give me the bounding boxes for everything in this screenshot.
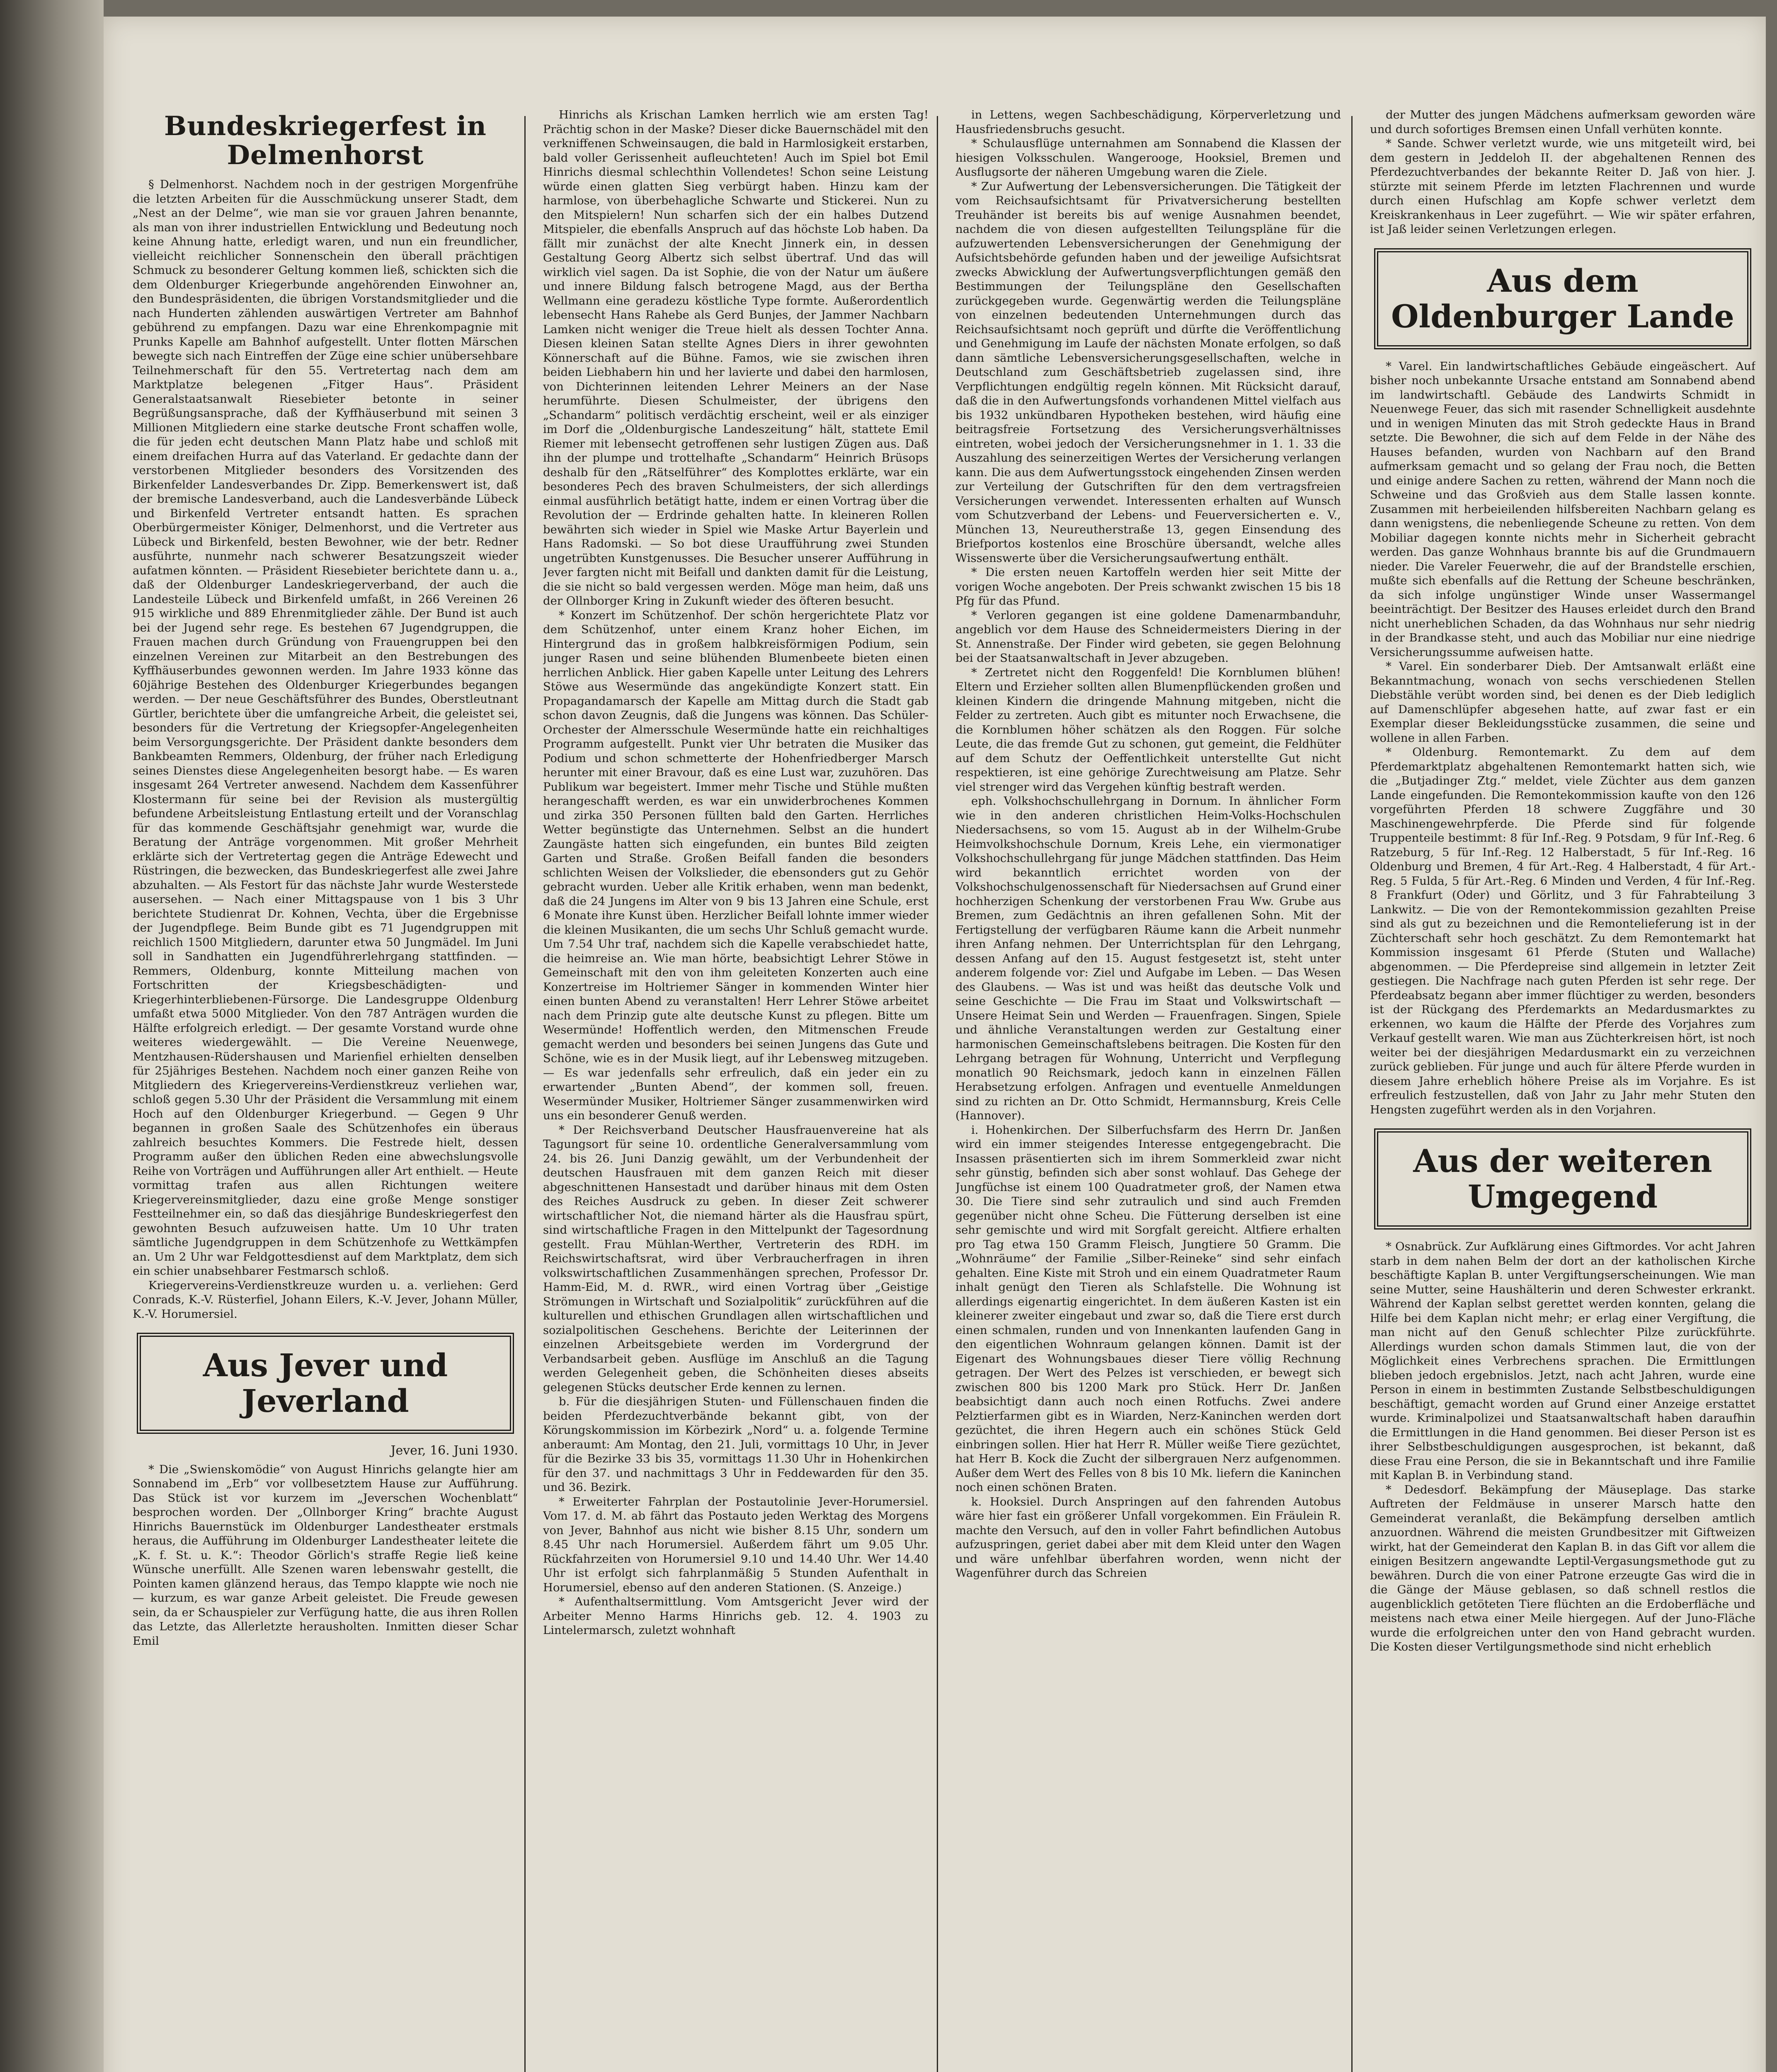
- section-header-oldenburger-lande: Aus dem Oldenburger Lande: [1374, 248, 1751, 349]
- article-text: * Osnabrück. Zur Aufklärung eines Giftmordes. Vor acht Jahren starb in dem nahen Belm der dort an der katholischen Kirche beschäftigte Kaplan B. unter Vergiftungserscheinungen. Wie man seine Mutter, seine Haushälterin und deren Schwester erkrankt. Während der Kaplan selbst gerettet werden konnten, gelang die Hilfe bei dem Kaplan nicht mehr; er erlag einer Vergiftung, die man nicht auf den Genuß schlechter Pilze zurückführte. Allerdings wurden schon damals Stimmen laut, die von der Möglichkeit eines Verbrechens sprachen. Die Ermittlungen blieben jedoch ergebnislos. Jetzt, nach acht Jahren, wurde eine Person in einem in bestimmten Zustande Selbstbeschuldigungen beschäftigt, gemacht worden auf Grund einer Anzeige erstattet wurde. Kriminalpolizei und Staatsanwaltschaft haben daraufhin die Ermittlungen in die Hand genommen. Bei dieser Person ist es ihrer Selbstbeschuldigungen ausgesprochen, ist bekannt, daß diese Frau eine Person, die sie in Bekanntschaft und ihre Familie mit Kaplan B. in Verbindung stand.: [1370, 1240, 1755, 1482]
- article-text: * Schulausflüge unternahmen am Sonnabend die Klassen der hiesigen Volksschulen. Wangerooge, Hooksiel, Bremen und Ausflugsorte der näheren Umgebung waren die Ziele.: [955, 137, 1341, 179]
- article-text: * Varel. Ein landwirtschaftliches Gebäude eingeäschert. Auf bisher noch unbekannte Ursache entstand am Sonnabend abend im landwirtschaftl. Gebäude des Landwirts Schmidt in Neuenwege Feuer, das sich mit rasender Schnelligkeit ausdehnte und in wenigen Minuten das mit Stroh gedeckte Haus in Brand setzte. Die Bewohner, die sich auf dem Felde in der Nähe des Hauses befanden, wurden von Nachbarn auf den Brand aufmerksam gemacht und so gelang der Frau noch, die Betten und einige andere Sachen zu retten, während der Mann noch die Schweine und das Großvieh aus dem Stalle lassen konnte. Zusammen mit herbeieilenden hilfsbereiten Nachbarn gelang es dann wenigstens, die nebenliegende Scheune zu retten. Von dem Mobiliar dagegen konnte nichts mehr in Sicherheit gebracht werden. Das ganze Wohnhaus brannte bis auf die Grundmauern nieder. Die Vareler Feuerwehr, die auf der Brandstelle erschien, mußte sich ebenfalls auf die Rettung der Scheune beschränken, da sich infolge ungünstiger Winde unser Wassermangel beeinträchtigt. Der Besitzer des Hauses erleidet durch den Brand nicht unerheblichen Schaden, da das Wohnhaus nur sehr niedrig in der Brandkasse steht, und auch das Mobiliar nur eine niedrige Versicherungssumme aufweisen hatte.: [1370, 359, 1755, 659]
- section-header-jever: Aus Jever und Jeverland: [137, 1333, 514, 1434]
- article-text: Hinrichs als Krischan Lamken herrlich wie am ersten Tag! Prächtig schon in der Maske? Dieser dicke Bauernschädel mit den verkniffenen Schweinsaugen, die bald in Harmlosigkeit erstarben, bald voller Gerissenheit aufleuchteten! Auch im Spiel bot Emil Hinrichs diesmal schlechthin Vollendetes! Schon seine Leistung würde einen glatten Sieg verbürgt haben. Hinzu kam der harmlose, von überbehagliche Schwarte und Stickerei. Nun zu den Mitspielern! Nun scharfen sich der ein halbes Dutzend Mitspieler, die ebenfalls Anspruch auf das höchste Lob haben. Da fällt mir zunächst der alte Knecht Jinnerk ein, in dessen Gestaltung Georg Albertz sich selbst übertraf. Und das will wirklich viel sagen. Da ist Sophie, die von der Natur um äußere und innere Bildung falsch betrogene Magd, aus der Bertha Wellmann eine geradezu köstliche Type formte. Außerordentlich lebensecht Hans Rahebe als Gerd Bunjes, der Jammer Nachbarn Lamken nicht weniger die Treue hielt als dessen Tochter Anna. Diesen kleinen Satan stellte Agnes Diers in ihrer gewohnten Könnerschaft auf die Bühne. Famos, wie sie zwischen ihren beiden Liebhabern hin und her lavierte und dabei den harmlosen, von Dichterinnen leitenden Lehrer Meiners an der Nase herumführte. Diesen Schulmeister, der übrigens den „Schandarm“ politisch verdächtig erscheint, weil er als einziger im Dorf die „Oldenburgische Landeszeitung“ hält, stattete Emil Riemer mit lebensecht getroffenen sehr lustigen Zügen aus. Daß ihn der plumpe und trottelhafte „Schandarm“ Heinrich Brüsops deshalb für den „Rätselführer“ des Komplottes erklärte, war ein besonderes Pech des braven Schulmeisters, der sich allerdings einmal ausführlich betätigt hatte, indem er einen Vortrag über die Revolution der — Erdrinde gehalten hatte. In kleineren Rollen bewährten sich wieder in Spiel wie Maske Artur Bayerlein und Hans Radomski. — So bot diese Uraufführung zwei Stunden ungetrübten Kunstgenusses. Die Besucher unserer Aufführung in Jever fargten nicht mit Beifall und dankten damit für die Leistung, die sie nicht so bald vergessen werden. Möge man heim, daß uns der Ollnborger Kring in Zukunft wieder des öfteren besucht.: [543, 108, 929, 608]
- article-text: § Delmenhorst. Nachdem noch in der gestrigen Morgenfrühe die letzten Arbeiten für die Ausschmückung unserer Stadt, dem „Nest an der Delme“, wie man sie vor grauen Jahren benannte, als man von ihrer industriellen Entwicklung und Bedeutung noch keine Ahnung hatte, erledigt waren, und nun ein freundlicher, vielleicht reichlicher Sonnenschein den überall prächtigen Schmuck zu besonderer Geltung kommen ließ, schickten sich die dem Oldenburger Kriegerbunde angehörenden Einwohner an, den Bundespräsidenten, die übrigen Vorstandsmitglieder und die nach Hunderten zählenden auswärtigen Vertreter am Bahnhof gebührend zu empfangen. Dazu war eine Ehrenkompagnie mit Prunks Kapelle am Bahnhof aufgestellt. Unter flotten Märschen bewegte sich nach Eintreffen der Züge eine schier unübersehbare Teilnehmerschaft für den 55. Vertretertag nach dem am Marktplatze belegenen „Fitger Haus“. Präsident Generalstaatsanwalt Riesebieter betonte in seiner Begrüßungsansprache, daß der Kyffhäuserbund mit seinen 3 Millionen Mitgliedern eine starke deutsche Front schaffen wolle, die für jeden echt deutschen Mann Platz habe und schloß mit einem dreifachen Hurra auf das Vaterland. Er gedachte dann der verstorbenen Mitglieder besonders des Vorsitzenden des Birkenfelder Landesverbandes Dr. Zipp. Bemerkenswert ist, daß der bremische Landesverband, auch die Landesverbände Lübeck und Birkenfeld Vertreter entsandt hatten. Es sprachen Oberbürgermeister Königer, Delmenhorst, und die Vertreter aus Lübeck und Birkenfeld, besten Bewohner, wie der betr. Redner ausführte, nunmehr nach schwerer Besatzungszeit wieder aufatmen könnten. — Präsident Riesebieter berichtete dann u. a., daß der Oldenburger Landeskriegerverband, der auch die Landesteile Lübeck und Birkenfeld umfaßt, in 266 Vereinen 26 915 wirkliche und 889 Ehrenmitglieder zähle. Der Bund ist auch bei der Jugend sehr rege. Es bestehen 67 Jugendgruppen, die Frauen machen durch Gründung von Frauengruppen bei den einzelnen Vereinen zur Mitarbeit an den Bestrebungen des Kyffhäuserbundes gewonnen werden. Im Jahre 1933 könne das 60jährige Bestehen des Oldenburger Kriegerbundes begangen werden. — Der neue Geschäftsführer des Bundes, Oberstleutnant Gürtler, berichtete über die umfangreiche Arbeit, die geleistet sei, besonders für die Vertretung der Kriegsopfer-Angelegenheiten beim Versorgungsgerichte. Der Präsident dankte besonders dem Bankbeamten Remmers, Oldenburg, der früher nach Erledigung seines Dienstes diese Angelegenheiten besorgt habe. — Es waren insgesamt 264 Vertreter anwesend. Nachdem dem Kassenführer Klostermann für seine bei der Revision als mustergültig befundene Arbeitsleistung Entlastung erteilt und der Voranschlag für das kommende Geschäftsjahr genehmigt war, wurde die Beratung der Anträge vorgenommen. Mit großer Mehrheit erklärte sich der Vertretertag gegen die Anträge Edewecht und Rüstringen, die bezwecken, das Bundeskriegerfest alle zwei Jahre abzuhalten. — Als Festort für das nächste Jahr wurde Westerstede ausersehen. — Nach einer Mittagspause von 1 bis 3 Uhr berichtete Studienrat Dr. Kohnen, Vechta, über die Ergebnisse der Jugendpflege. Beim Bunde gibt es 71 Jugendgruppen mit reichlich 1500 Mitgliedern, darunter etwa 50 Jungmädel. Im Juni soll in Sandhatten ein Jugendführerlehrgang stattfinden. — Remmers, Oldenburg, konnte Mitteilung machen von Fortschritten der Kriegsbeschädigten- und Kriegerhinterbliebenen-Fürsorge. Die Landesgruppe Oldenburg umfaßt etwa 5000 Mitglieder. Von den 787 Anträgen wurden die Hälfte erfolgreich erledigt. — Der gesamte Vorstand wurde ohne weiteres wiedergewählt. — Die Vereine Neuenwege, Mentzhausen-Rüdershausen und Marienfiel erhielten denselben für 25jähriges Bestehen. Nachdem noch einer ganzen Reihe von Mitgliedern des Kriegervereins-Verdienstkreuz verliehen war, schloß gegen 5.30 Uhr der Präsident die Versammlung mit einem Hoch auf den Oldenburger Kriegerbund. — Gegen 9 Uhr begannen in großen Saale des Schützenhofes ein überaus zahlreich besuchtes Kommers. Die Festrede hielt, dessen Programm außer den üblichen Reden eine abwechslungsvolle Reihe von Vorträgen und Aufführungen aller Art enthielt. — Heute vormittag trafen aus allen Richtungen weitere Kriegervereinsmitglieder, dazu eine große Menge sonstiger Festteilnehmer ein, so daß das diesjährige Bundeskriegerfest den gewohnten Besuch aufzuweisen hatte. Um 10 Uhr traten sämtliche Jugendgruppen in dem Schützenhofe zu Wettkämpfen an. Um 2 Uhr war Feldgottesdienst auf dem Marktplatz, dem sich ein schier unabsehbarer Festmarsch schloß.: [133, 178, 518, 1278]
- headline-bundeskriegerfest: Bundeskriegerfest in Delmenhorst: [164, 111, 487, 171]
- article-text: k. Hooksiel. Durch Anspringen auf den fahrenden Autobus wäre hier fast ein größerer Unfall vorgekommen. Ein Fräulein R. machte den Versuch, auf den in voller Fahrt befindlichen Autobus aufzuspringen, geriet dabei aber mit dem Kleid unter den Wagen und wäre unfehlbar überfahren worden, wenn nicht der Wagenführer durch das Schreien: [955, 1495, 1341, 1580]
- article-text: eph. Volkshochschullehrgang in Dornum. In ähnlicher Form wie in den anderen christlichen Heim-Volks-Hochschulen Niedersachsens, so vom 15. August ab in der Wilhelm-Grube Heimvolkshochschule Dornum, Kreis Lehe, ein viermonatiger Volkshochschullehrgang für junge Mädchen stattfinden. Das Heim wird bekanntlich errichtet worden von der Volkshochschulgenossenschaft für Niedersachsen auf Grund einer hochherzigen Schenkung der verstorbenen Frau Ww. Grube aus Bremen, zum Gedächtnis an ihren gefallenen Sohn. Mit der Fertigstellung der verfügbaren Räume kann die Arbeit nunmehr ihren Anfang nehmen. Der Unterrichtsplan für den Lehrgang, dessen Anfang auf den 15. August festgesetzt ist, steht unter anderem folgende vor: Ziel und Aufgabe im Leben. — Das Wesen des Glaubens. — Was ist und was heißt das deutsche Volk und seine Geschichte — Die Frau im Staat und Volkswirtschaft — Unsere Heimat Sein und Werden — Frauenfragen. Singen, Spiele und ähnliche Veranstaltungen werden zur Gestaltung einer harmonischen Gemeinschaftslebens beitragen. Die Kosten für den Lehrgang betragen für Wohnung, Unterricht und Verpflegung monatlich 90 Reichsmark, jedoch kann in einzelnen Fällen Herabsetzung erfolgen. Anfragen und eventuelle Anmeldungen sind zu richten an Dr. Otto Schmidt, Hermannsburg, Kreis Celle (Hannover).: [955, 794, 1341, 1122]
- article-text: i. Hohenkirchen. Der Silberfuchsfarm des Herrn Dr. Janßen wird ein immer steigendes Interesse entgegengebracht. Die Insassen präsentierten sich im ihrem Sommerkleid zwar nicht sehr günstig, befinden sich aber sonst wohlauf. Das Gehege der Jungfüchse ist einem 100 Quadratmeter groß, der Namen etwa 30. Die Tiere sind sehr zutraulich und sind auch Fremden gegenüber nicht ohne Scheu. Die Fütterung derselben ist eine sehr gemischte und wird mit Sorgfalt gereicht. Altfiere erhalten pro Tag etwa 150 Gramm Fleisch, Jungtiere 50 Gramm. Die „Wohnräume“ der Familie „Silber-Reineke“ sind sehr einfach gehalten. Eine Kiste mit Stroh und ein einem Quadratmeter Raum inhalt genügt den Tieren als Schlafstelle. Die Wohnung ist allerdings eigenartig eingerichtet. In dem äußeren Kasten ist ein kleinerer zweiter eingebaut und zwar so, daß die Tiere erst durch einen schmalen, runden und von Innenkanten laufenden Gang in den eigentlichen Wohnraum gelangen können. Damit ist der Eigenart des Wohnungsbaues dieser Tiere völlig Rechnung getragen. Der Wert des Pelzes ist verschieden, er bewegt sich zwischen 800 bis 1200 Mark pro Stück. Herr Dr. Janßen beabsichtigt dann auch noch einen Rotfuchs. Zwei andere Pelztierfarmen gibt es in Wiarden, Nerz-Kaninchen werden dort gezüchtet, die ihren Hegern auch ein schönes Stück Geld einbringen sollen. Hier hat Herr R. Müller weiße Tiere gezüchtet, hat Herr B. Kock die Zucht der silbergrauen Nerz aufgenommen. Außer dem Wert des Felles von 8 bis 10 Mk. liefern die Kaninchen noch einen schönen Braten.: [955, 1123, 1341, 1494]
- column-rule: [1351, 116, 1353, 2072]
- column-3: [955, 108, 1341, 2072]
- article-text: * Erweiterter Fahrplan der Postautolinie Jever-Horumersiel. Vom 17. d. M. ab fährt das Postauto jeden Werktag des Morgens von Jever, Bahnhof aus nicht wie bisher 8.15 Uhr, sondern um 8.45 Uhr nach Horumersiel. Außerdem fährt um 9.05 Uhr. Rückfahrzeiten von Horumersiel 9.10 und 14.40 Uhr. Wer 14.40 Uhr ist erfolgt sich fahrplanmäßig 5 Stunden Aufenthalt in Horumersiel, ebenso auf den anderen Stationen. (S. Anzeige.): [543, 1495, 929, 1594]
- book-binding-edge: [0, 0, 104, 2072]
- column-4: [1370, 108, 1755, 2072]
- article-text: * Die „Swienskomödie“ von August Hinrichs gelangte hier am Sonnabend im „Erb“ vor vollbesetztem Hause zur Aufführung. Das Stück ist vor kurzem im „Jeverschen Wochenblatt“ besprochen worden. Der „Ollnborger Kring“ brachte August Hinrichs Bauernstück im Oldenburger Landestheater erstmals heraus, die Aufführung im Oldenburger Landestheater leitete die „K. f. St. u. K.“: Theodor Görlich's straffe Regie ließ keine Wünsche unerfüllt. Alle Szenen waren lebenswahr gestellt, die Pointen kamen glänzend heraus, das Tempo klappte wie noch nie — kurzum, es war ganze Arbeit geleistet. Die Freude gewesen sein, da er Schauspieler zur Verfügung hatte, die aus ihren Rollen das Letzte, das Allerletzte herausholten. Inmitten dieser Schar Emil: [133, 1462, 518, 1648]
- column-2: [543, 108, 929, 2072]
- article-text: * Oldenburg. Remontemarkt. Zu dem auf dem Pferdemarktplatz abgehaltenen Remontemarkt hatten sich, wie die „Butjadinger Ztg.“ meldet, viele Züchter aus dem ganzen Lande eingefunden. Die Remontekommission kaufte von den 126 vorgeführten Pferden 18 schwere Zuggfähre und 30 Maschinengewehrpferde. Die Pferde sind für folgende Truppenteile bestimmt: 8 für Inf.-Reg. 9 Potsdam, 9 für Inf.-Reg. 6 Ratzeburg, 5 für Inf.-Reg. 12 Halberstadt, 5 für Inf.-Reg. 16 Oldenburg und Bremen, 4 für Art.-Reg. 4 Halberstadt, 4 für Art.-Reg. 5 Fulda, 5 für Art.-Reg. 6 Minden und Verden, 4 für Inf.-Reg. 8 Frankfurt (Oder) und Görlitz, und 3 für Fahrabteilung 3 Lankwitz. — Die von der Remontekommission gezahlten Preise sind als gut zu bezeichnen und die Remontelieferung ist in der Züchterschaft sehr hoch geschätzt. Zu dem Remontemarkt hat Kommission insgesamt 61 Pferde (Stuten und Wallache) abgenommen. — Die Pferdepreise sind allgemein in letzter Zeit gestiegen. Die Nachfrage nach guten Pferden ist sehr rege. Der Pferdeabsatz begann aber immer flüchtiger zu werden, besonders ist der Rückgang des Pferdemarkts an Medardusmarktes zu erkennen, wo kaum die Hälfte der Pferde des Vorjahres zum Verkauf gestellt waren. Wie man aus Züchterkreisen hört, ist noch weiter bei der diesjährigen Medardusmarkt ein zu verzeichnen zurück geblieben. Für junge und auch für ältere Pferde wurden in diesem Jahre erheblich höhere Preise als im Vorjahre. Es ist erfreulich festzustellen, daß von Jahr zu Jahr mehr Stuten den Hengsten zugeführt werden als in den Vorjahren.: [1370, 746, 1755, 1116]
- section-header-weiteren-umgegend: Aus der weiteren Umgegend: [1374, 1128, 1751, 1230]
- article-text: * Verloren gegangen ist eine goldene Damenarmbanduhr, angeblich vor dem Hause des Schneidermeisters Diering in der St. Annenstraße. Der Finder wird gebeten, sie gegen Belohnung bei der Staatsanwaltschaft in Jever abzugeben.: [955, 608, 1341, 665]
- column-rule: [937, 116, 938, 2072]
- dateline: Jever, 16. Juni 1930.: [390, 1443, 518, 1458]
- article-text: * Zur Aufwertung der Lebensversicherungen. Die Tätigkeit der vom Reichsaufsichtsamt für Privatversicherung bestellten Treuhänder ist bereits bis auf wenige Ausnahmen beendet, nachdem die von diesen aufgestellten Teilungspläne für die aufzuwertenden Lebensversicherungen der Genehmigung der Aufsichtsbehörde gefunden haben und der jeweilige Aufsichtsrat zwecks Abwicklung der Aufwertungsverpflichtungen gemäß den Bestimmungen der Teilungspläne den Gesellschaften zurückgegeben wurde. Gegenwärtig werden die Teilungspläne von einzelnen bedeutenden Unternehmungen durch das Reichsaufsichtsamt noch geprüft und dürfte die Veröffentlichung und Genehmigung im Laufe der nächsten Monate erfolgen, so daß dann sämtliche Lebensversicherungsgesellschaften, welche in Deutschland zum Geschäftsbetrieb zugelassen sind, ihre Verpflichtungen endgültig regeln können. Mit Rücksicht darauf, daß die in den Aufwertungsfonds vorhandenen Mittel vielfach aus bis 1932 unkündbaren Hypotheken bestehen, wird häufig eine beitragsfreie Fortsetzung des Versicherungsverhältnisses eintreten, wobei jedoch der Versicherungsnehmer in 1. 1. 33 die Auszahlung des seinerzeitigen Wertes der Versicherung verlangen kann. Die aus dem Aufwertungsstock eingehenden Zinsen werden zur Verteilung der Gutschriften für den dem vertragsfreien Versicherungen verwendet. Interessenten erhalten auf Wunsch vom Schutzverband der Lebens- und Feuerversicherten e. V., München 13, Neureutherstraße 13, gegen Einsendung des Briefportos kostenlos eine Broschüre übersandt, welche alles Wissenswerte über die Versicherungsaufwertung enthält.: [955, 179, 1341, 565]
- article-text: * Der Reichsverband Deutscher Hausfrauenvereine hat als Tagungsort für seine 10. ordentliche Generalversammlung vom 24. bis 26. Juni Danzig gewählt, um der Verbundenheit der deutschen Hausfrauen mit dem ganzen Reich mit dieser abgeschnittenen Hansestadt und darüber hinaus mit dem Osten des Reiches Ausdruck zu geben. In dieser Zeit schwerer wirtschaftlicher Not, die niemand härter als die Hausfrau spürt, sind wirtschaftliche Fragen in den Mittelpunkt der Tagesordnung gestellt. Frau Mühlan-Werther, Vertreterin des RDH. im Reichswirtschaftsrat, wird über Verbraucherfragen in ihren volkswirtschaftlichen Zusammenhängen sprechen, Professor Dr. Hamm-Eid, M. d. RWR., wird einen Vortrag über „Geistige Strömungen in Wirtschaft und Sozialpolitik“ zurückführen auf die kulturellen und ethischen Grundlagen allen wirtschaftlichen und sozialpolitischen Geschehens. Berichte der Leiterinnen der einzelnen Arbeitsgebiete werden im Vordergrund der Verbandsarbeit geben. Ausflüge im Anschluß an die Tagung werden Gelegenheit geben, die Schönheiten dieses abseits gelegenen Stücks deutscher Erde kennen zu lernen.: [543, 1123, 929, 1394]
- article-text: * Dedesdorf. Bekämpfung der Mäuseplage. Das starke Auftreten der Feldmäuse in unserer Marsch hatte den Gemeinderat veranlaßt, die Bekämpfung derselben amtlich anzuordnen. Während die meisten Grundbesitzer mit Giftweizen wirkt, hat der Gemeinderat den Kaplan B. in das Gift vor allem die einigen Besitzern angewandte Leptil-Vergasungsmethode gut zu bewähren. Durch die von einer Patrone erzeugte Gas wird die in die Gänge der Mäuse geblasen, so daß schnell restlos die augenblicklich getöteten Tiere flüchten an die Erdoberfläche und meistens nach etwa einer Meile hiergegen. Auf der Juno-Fläche wurde die erfolgreichen unter den von Hand gebracht wurden. Die Kosten dieser Vertilgungsmethode sind nicht erheblich: [1370, 1483, 1755, 1653]
- article-text: * Die ersten neuen Kartoffeln werden hier seit Mitte der vorigen Woche angeboten. Der Preis schwankt zwischen 15 bis 18 Pfg für das Pfund.: [955, 566, 1341, 608]
- article-text: * Sande. Schwer verletzt wurde, wie uns mitgeteilt wird, bei dem gestern in Jeddeloh II. der abgehaltenen Rennen des Pferdezuchtverbandes der bekannte Reiter D. Jaß von hier. J. stürzte mit seinem Pferde im letzten Flachrennen und wurde durch einen Hufschlag am Kopfe schwer verletzt dem Kreiskrankenhaus in Leer zugeführt. — Wie wir später erfahren, ist Jaß leider seinen Verletzungen erlegen.: [1370, 137, 1755, 236]
- article-text: b. Für die diesjährigen Stuten- und Füllenschauen finden die beiden Pferdezuchtverbände bekannt gibt, von der Körungskommission im Körbezirk „Nord“ u. a. folgende Termine anberaumt: Am Montag, den 21. Juli, vormittags 10 Uhr, in Jever für die Bezirke 33 bis 35, vormittags 11.30 Uhr in Hohenkirchen für den 37. und nachmittags 3 Uhr in Feddewarden für den 35. und 36. Bezirk.: [543, 1395, 929, 1494]
- article-text: Kriegervereins-Verdienstkreuze wurden u. a. verliehen: Gerd Conrads, K.-V. Rüsterfiel, Johann Eilers, K.-V. Jever, Johann Müller, K.-V. Horumersiel.: [133, 1278, 518, 1321]
- newspaper-page: [104, 17, 1766, 2072]
- article-text: * Aufenthaltsermittlung. Vom Amtsgericht Jever wird der Arbeiter Menno Harms Hinrichs geb. 12. 4. 1903 zu Lintelermarsch, zuletzt wohnhaft: [543, 1595, 929, 1637]
- column-rule: [524, 116, 526, 2072]
- article-text: der Mutter des jungen Mädchens aufmerksam geworden wäre und durch sofortiges Bremsen einen Unfall verhüten konnte.: [1370, 108, 1755, 136]
- article-text: in Lettens, wegen Sachbeschädigung, Körperverletzung und Hausfriedensbruchs gesucht.: [955, 108, 1341, 136]
- article-text: * Zertretet nicht den Roggenfeld! Die Kornblumen blühen! Eltern und Erzieher sollten allen Blumenpflückenden großen und kleinen Kindern die dringende Mahnung mitgeben, nicht die Felder zu zertreten. Auch gibt es mitunter noch Erwachsene, die die Kornblumen höher schätzen als den Roggen. Für solche Leute, die das fremde Gut zu schonen, gut gemeint, die Feldhüter auf dem Schutz der Oeffentlichkeit unterstellte Gut nicht respektieren, ist eine gehörige Zurechtweisung am Platze. Sehr viel strenger wird das Vergehen künftig bestraft werden.: [955, 666, 1341, 794]
- article-text: * Konzert im Schützenhof. Der schön hergerichtete Platz vor dem Schützenhof, unter einem Kranz hoher Eichen, im Hintergrund das in großem halbkreisförmigen Podium, sein junger Rasen und seine blühenden Blumenbeete bieten einen herrlichen Anblick. Hier gaben Kapelle unter Leitung des Lehrers Stöwe aus Wesermünde das angekündigte Konzert statt. Ein Propagandamarsch der Kapelle am Mittag durch die Stadt gab schon davon Zeugnis, daß die Jungens was können. Das Schüler-Orchester der Almersschule Wesermünde hatte ein reichhaltiges Programm aufgestellt. Punkt vier Uhr betraten die Musiker das Podium und schon schmetterte der Hohenfriedberger Marsch herunter mit einer Bravour, daß es eine Lust war, zuzuhören. Das Publikum war begeistert. Immer mehr Tische und Stühle mußten herangeschafft werden, es war ein unwiderbrochenes Kommen und zirka 350 Personen füllten bald den Garten. Herrliches Wetter begünstigte das Unternehmen. Selbst an die hundert Zaungäste hatten sich eingefunden, ein buntes Bild zeigten Garten und Straße. Großen Beifall fanden die besonders schlichten Weisen der Volkslieder, die ebensonders gut zu Gehör gebracht wurden. Ueber alle Kritik erhaben, wenn man bedenkt, daß die 24 Jungens im Alter von 9 bis 13 Jahren eine Schule, erst 6 Monate ihre Kunst üben. Herzlicher Beifall lohnte immer wieder die kleinen Musikanten, die um sechs Uhr Schluß gemacht wurde. Um 7.54 Uhr traf, nachdem sich die Kapelle verabschiedet hatte, die heimreise an. Wie man hörte, beabsichtigt Lehrer Stöwe in Gemeinschaft mit den von ihm geleiteten Konzerten auch eine Konzertreise im Holtriemer Sänger in kommenden Winter hier einen bunten Abend zu veranstalten! Herr Lehrer Stöwe arbeitet nach dem Prinzip gute alte deutsche Kunst zu pflegen. Bitte um Wesermünde! Hoffentlich werden, den Mitmenschen Freude gemacht werden und besonders bei seinen Jungens das Gute und Schöne, wie es in der Musik liegt, auf ihr Lebensweg mitzugeben. — Es war jedenfalls sehr erfreulich, daß ein jeder ein zu erwartender „Bunten Abend“, der kommen soll, freuen. Wesermünder Musiker, Holtriemer Sänger zusammenwirken wird uns ein besonderer Genuß werden.: [543, 608, 929, 1122]
- column-1: [133, 108, 518, 2072]
- article-text: * Varel. Ein sonderbarer Dieb. Der Amtsanwalt erläßt eine Bekanntmachung, wonach von sechs verschiedenen Stellen Diebstähle verübt worden sind, bei denen es der Dieb lediglich auf Damenschlüpfer abgesehen hatte, auf zwar fast er ein Exemplar dieser Bekleidungsstücke zusammen, die seine und wollene in allen Farben.: [1370, 660, 1755, 745]
